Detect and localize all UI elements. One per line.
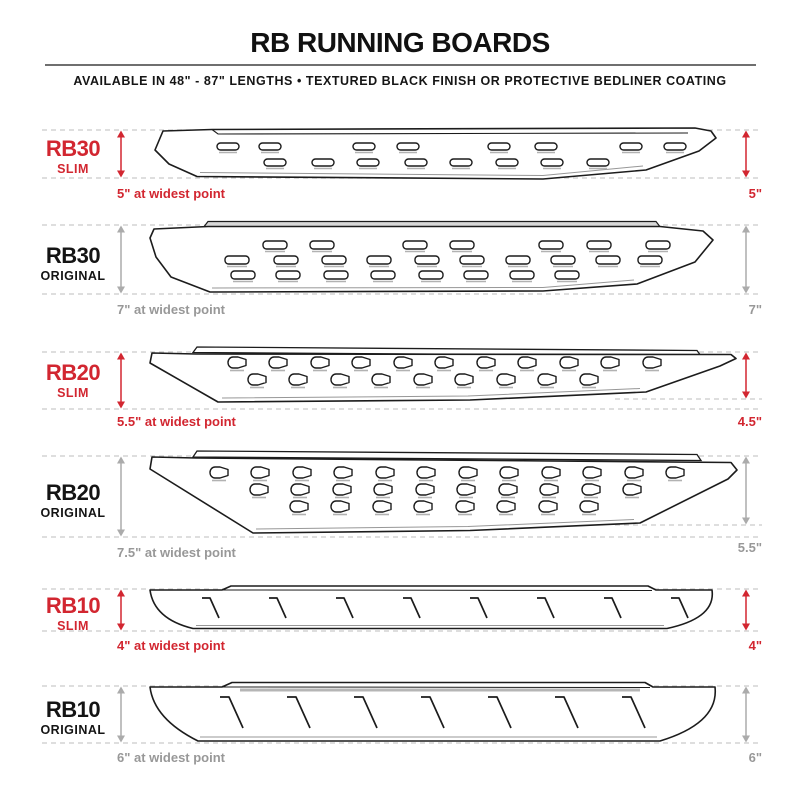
label-rb30-original (10, 245, 136, 283)
d-slot (542, 467, 560, 478)
d-slot (623, 484, 641, 495)
model-variant: SLIM (57, 162, 89, 176)
width-note: 7" at widest point (117, 302, 226, 317)
rb10-original-drawing (42, 683, 762, 744)
model-variant: SLIM (57, 619, 89, 633)
model-name: RB10 (45, 697, 101, 722)
d-slot (477, 357, 495, 368)
slot (259, 143, 281, 150)
slot (638, 256, 662, 264)
slot (357, 159, 379, 166)
slot (403, 241, 427, 249)
d-slot (248, 374, 266, 385)
slot (587, 241, 611, 249)
rb20-slim-drawing (42, 347, 762, 409)
model-variant: ORIGINAL (40, 723, 106, 737)
slot (620, 143, 642, 150)
d-slot (289, 374, 307, 385)
slot (405, 159, 427, 166)
arrow-up-icon (117, 687, 125, 694)
d-slot (290, 501, 308, 512)
d-slot (457, 484, 475, 495)
board-outline (155, 128, 716, 179)
slot (276, 271, 300, 279)
width-dimension: 4" (748, 638, 762, 653)
slot (415, 256, 439, 264)
d-slot (291, 484, 309, 495)
slot (496, 159, 518, 166)
d-slot (334, 467, 352, 478)
slot (450, 241, 474, 249)
width-note: 7.5" at widest point (117, 545, 236, 560)
model-name: RB30 (45, 136, 101, 161)
slot (488, 143, 510, 150)
model-name: RB10 (45, 593, 101, 618)
d-slot (311, 357, 329, 368)
d-slot (456, 501, 474, 512)
slot (322, 256, 346, 264)
d-slot (372, 374, 390, 385)
slot (217, 143, 239, 150)
label-rb10-original (10, 699, 136, 737)
d-slot (583, 467, 601, 478)
d-slot (643, 357, 661, 368)
slot (397, 143, 419, 150)
label-rb30-slim (10, 138, 136, 176)
width-note: 5.5" at widest point (117, 414, 236, 429)
slot (310, 241, 334, 249)
d-slot (373, 501, 391, 512)
board-outline (150, 586, 712, 629)
label-rb20-slim (10, 362, 136, 400)
d-slot (435, 357, 453, 368)
model-variant: SLIM (57, 386, 89, 400)
arrow-down-icon (742, 392, 750, 399)
step-strip-edge (222, 687, 650, 688)
d-slot (497, 374, 515, 385)
d-slot (228, 357, 246, 368)
rb30-original-drawing (42, 222, 762, 295)
d-slot (251, 467, 269, 478)
model-name: RB20 (45, 480, 101, 505)
d-slot (414, 501, 432, 512)
arrow-up-icon (742, 687, 750, 694)
arrow-up-icon (742, 353, 750, 360)
d-slot (560, 357, 578, 368)
slot (539, 241, 563, 249)
width-dimension: 6" (748, 750, 762, 765)
model-name: RB20 (45, 360, 101, 385)
d-slot (331, 374, 349, 385)
arrow-up-icon (742, 590, 750, 597)
slot (555, 271, 579, 279)
d-slot (394, 357, 412, 368)
slot (587, 159, 609, 166)
model-name: RB30 (45, 243, 101, 268)
slot (450, 159, 472, 166)
page-title: RB RUNNING BOARDS (250, 27, 550, 58)
model-variant: ORIGINAL (40, 506, 106, 520)
d-slot (580, 501, 598, 512)
d-slot (459, 467, 477, 478)
slot (264, 159, 286, 166)
rb10-slim-drawing (42, 586, 762, 631)
width-dimension: 5" (748, 186, 762, 201)
d-slot (539, 501, 557, 512)
d-slot (497, 501, 515, 512)
arrow-up-icon (117, 353, 125, 360)
arrow-down-icon (742, 171, 750, 178)
d-slot (518, 357, 536, 368)
arrow-down-icon (117, 402, 125, 409)
slot (460, 256, 484, 264)
d-slot (500, 467, 518, 478)
d-slot (417, 467, 435, 478)
slot (263, 241, 287, 249)
slot (464, 271, 488, 279)
d-slot (580, 374, 598, 385)
arrow-down-icon (742, 287, 750, 294)
arrow-down-icon (742, 518, 750, 525)
arrow-up-icon (117, 457, 125, 464)
arrow-up-icon (117, 131, 125, 138)
d-slot (455, 374, 473, 385)
d-slot (293, 467, 311, 478)
d-slot (331, 501, 349, 512)
arrow-up-icon (742, 226, 750, 233)
d-slot (416, 484, 434, 495)
board-outline (150, 457, 737, 533)
d-slot (376, 467, 394, 478)
step-strip-edge (222, 590, 652, 591)
d-slot (269, 357, 287, 368)
arrow-down-icon (742, 624, 750, 631)
rb30-slim-drawing (42, 128, 762, 179)
slot (596, 256, 620, 264)
width-dimension: 7" (748, 302, 762, 317)
slot (646, 241, 670, 249)
arrow-down-icon (117, 736, 125, 743)
arrow-down-icon (742, 736, 750, 743)
slot (419, 271, 443, 279)
d-slot (538, 374, 556, 385)
arrow-up-icon (117, 226, 125, 233)
slot (367, 256, 391, 264)
model-variant: ORIGINAL (40, 269, 106, 283)
slot (541, 159, 563, 166)
width-dimension: 4.5" (737, 414, 762, 429)
slot (225, 256, 249, 264)
width-dimension: 5.5" (737, 540, 762, 555)
slot (510, 271, 534, 279)
d-slot (210, 467, 228, 478)
slot (371, 271, 395, 279)
width-note: 4" at widest point (117, 638, 226, 653)
d-slot (333, 484, 351, 495)
d-slot (625, 467, 643, 478)
slot (506, 256, 530, 264)
slot (551, 256, 575, 264)
d-slot (499, 484, 517, 495)
arrow-up-icon (742, 457, 750, 464)
d-slot (414, 374, 432, 385)
d-slot (540, 484, 558, 495)
d-slot (374, 484, 392, 495)
slot (274, 256, 298, 264)
slot (312, 159, 334, 166)
arrow-up-icon (742, 131, 750, 138)
arrow-down-icon (117, 530, 125, 537)
slot (535, 143, 557, 150)
arrow-down-icon (117, 287, 125, 294)
width-note: 5" at widest point (117, 186, 226, 201)
d-slot (250, 484, 268, 495)
d-slot (666, 467, 684, 478)
label-rb20-original (10, 482, 136, 520)
rb20-original-drawing (42, 451, 762, 537)
slot (664, 143, 686, 150)
page-subtitle: AVAILABLE IN 48" - 87" LENGTHS • TEXTURED BLACK FINISH OR PROTECTIVE BEDLINER COATING (73, 74, 727, 88)
width-note: 6" at widest point (117, 750, 226, 765)
d-slot (582, 484, 600, 495)
slot (353, 143, 375, 150)
slot (324, 271, 348, 279)
label-rb10-slim (10, 595, 136, 633)
slot (231, 271, 255, 279)
d-slot (601, 357, 619, 368)
d-slot (352, 357, 370, 368)
